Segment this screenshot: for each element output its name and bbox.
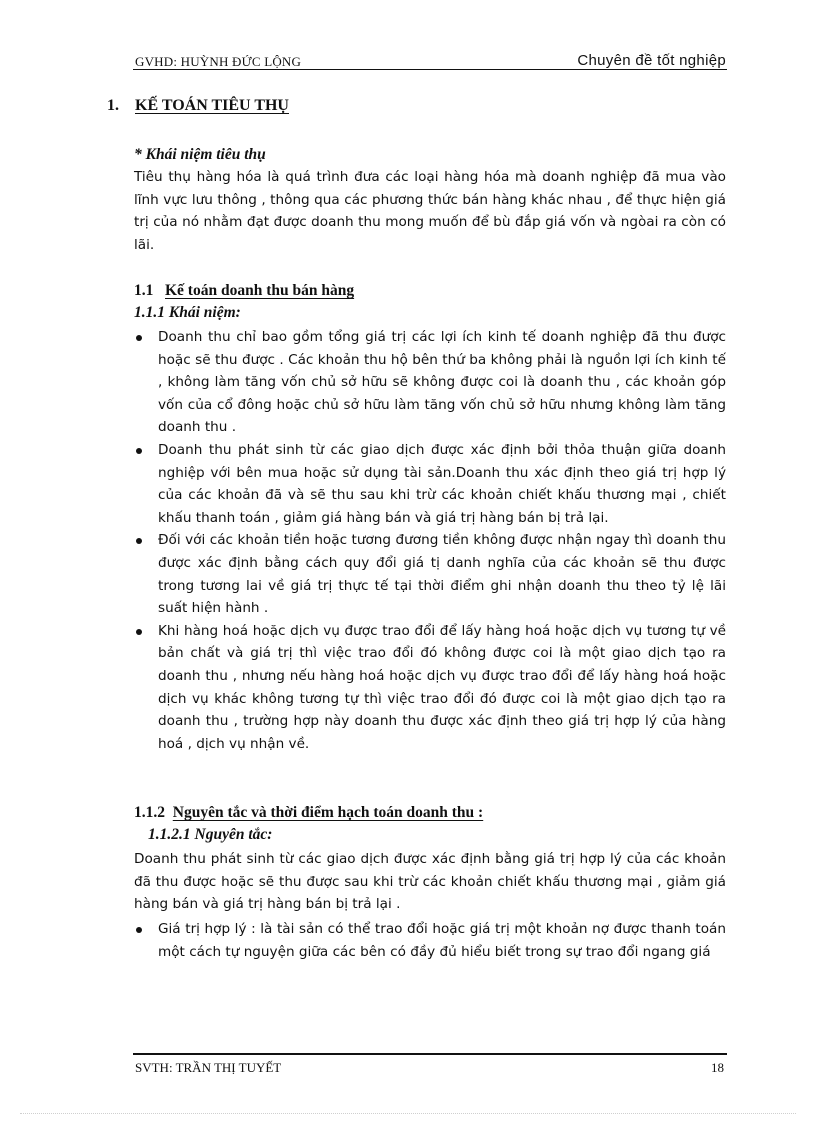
header-rule xyxy=(133,69,727,70)
list-item: Đối với các khoản tiền hoặc tương đương tiền không được nhận ngay thì doanh thu được xác định bằng cách quy đổi giá tị danh nghĩa của các khoản sẽ thu được trong tương lai về giá trị thực tế tại thời điểm ghi nhận doanh thu theo tỷ lệ lãi suất hiện hành . xyxy=(134,529,726,619)
concept-paragraph: Tiêu thụ hàng hóa là quá trình đưa các loại hàng hóa mà doanh nghiệp đã mua vào lĩnh vực lưu thông , thông qua các phương thức bán hàng khác nhau , để thực hiện giá trị của nó nhằm đạt được doanh thu mong muốn để bù đắp giá vốn và ngòai ra còn có lãi. xyxy=(134,169,726,253)
page-number: 18 xyxy=(711,1060,724,1075)
section-1-1-title: Kế toán doanh thu bán hàng xyxy=(165,282,355,299)
principle-paragraph: Doanh thu phát sinh từ các giao dịch được xác định bằng giá trị hợp lý của các khoản đã thu được hoặc sẽ thu được sau khi trừ các khoản chiết khấu thương mại , giảm giá hàng bán và giá trị hàng bán bị trả lại . xyxy=(134,851,726,913)
section-1-1-2-1-heading: 1.1.2.1 Nguyên tắc: xyxy=(148,826,273,843)
bullet-icon xyxy=(136,448,142,454)
list-item: Khi hàng hoá hoặc dịch vụ được trao đổi để lấy hàng hoá hoặc dịch vụ tương tự về bản chất và giá trị thì việc trao đổi đó không được coi là một giao dịch tạo ra doanh thu , nhưng nếu hàng hoá hoặc dịch vụ được trao đổi để lấy hàng hoá hoặc dịch vụ khác không tương tự thì việc trao đổi đó được coi là một giao dịch tạo ra doanh thu , trường hợp này doanh thu được xác định theo giá trị hợp lý của hàng hoá , dịch vụ nhận về. xyxy=(134,620,726,756)
page-edge-divider xyxy=(20,1113,796,1114)
list-item: Giá trị hợp lý : là tài sản có thể trao đổi hoặc giá trị một khoản nợ được thanh toán một cách tự nguyện giữa các bên có đầy đủ hiểu biết trong sự trao đổi ngang giá xyxy=(134,918,726,963)
section-1-1-1-heading: 1.1.1 Khái niệm: xyxy=(134,304,241,321)
list-item: Doanh thu chỉ bao gồm tổng giá trị các lợi ích kinh tế doanh nghiệp đã thu được hoặc sẽ thu được . Các khoản thu hộ bên thứ ba không phải là nguồn lợi ích kinh tế , không làm tăng vốn chủ sở hữu sẽ không được coi là doanh thu , các khoản góp vốn của cổ đông hoặc chủ sở hữu làm tăng vốn chủ sở hữu nhưng không làm tăng doanh thu . xyxy=(134,326,726,439)
section-1-number: 1. xyxy=(107,97,119,114)
bullet-icon xyxy=(136,335,142,341)
section-1-1-2-title: Nguyên tắc và thời điểm hạch toán doanh thu : xyxy=(172,804,484,821)
header-instructor: GVHD: HUỲNH ĐỨC LỘNG xyxy=(135,54,302,69)
bullet-icon xyxy=(136,927,142,933)
section-1-1-2-heading xyxy=(134,804,483,822)
footer-student: SVTH: TRẦN THỊ TUYẾT xyxy=(135,1060,282,1075)
concept-heading: * Khái niệm tiêu thụ xyxy=(134,146,266,163)
section-1-1-2-number: 1.1.2 xyxy=(134,804,165,821)
section-1-heading xyxy=(107,97,289,115)
list-item: Doanh thu phát sinh từ các giao dịch được xác định bởi thỏa thuận giữa doanh nghiệp với bên mua hoặc sử dụng tài sản.Doanh thu xác định theo giá trị hợp lý của các khoản đã và sẽ thu sau khi trừ các khoản chiết khấu thương mại , chiết khấu thanh toán , giảm giá hàng bán và giá trị hàng bán bị trả lại. xyxy=(134,439,726,529)
section-1-1-heading xyxy=(134,282,354,300)
section-1-title: KẾ TOÁN TIÊU THỤ xyxy=(135,97,289,114)
bullet-icon xyxy=(136,538,142,544)
footer-rule xyxy=(133,1053,727,1055)
header-doc-title: Chuyên đề tốt nghiệp xyxy=(577,52,726,69)
principle-bullet-list xyxy=(134,918,726,963)
section-1-1-number: 1.1 xyxy=(134,282,154,299)
concept-bullet-list xyxy=(134,326,726,755)
bullet-icon xyxy=(136,629,142,635)
